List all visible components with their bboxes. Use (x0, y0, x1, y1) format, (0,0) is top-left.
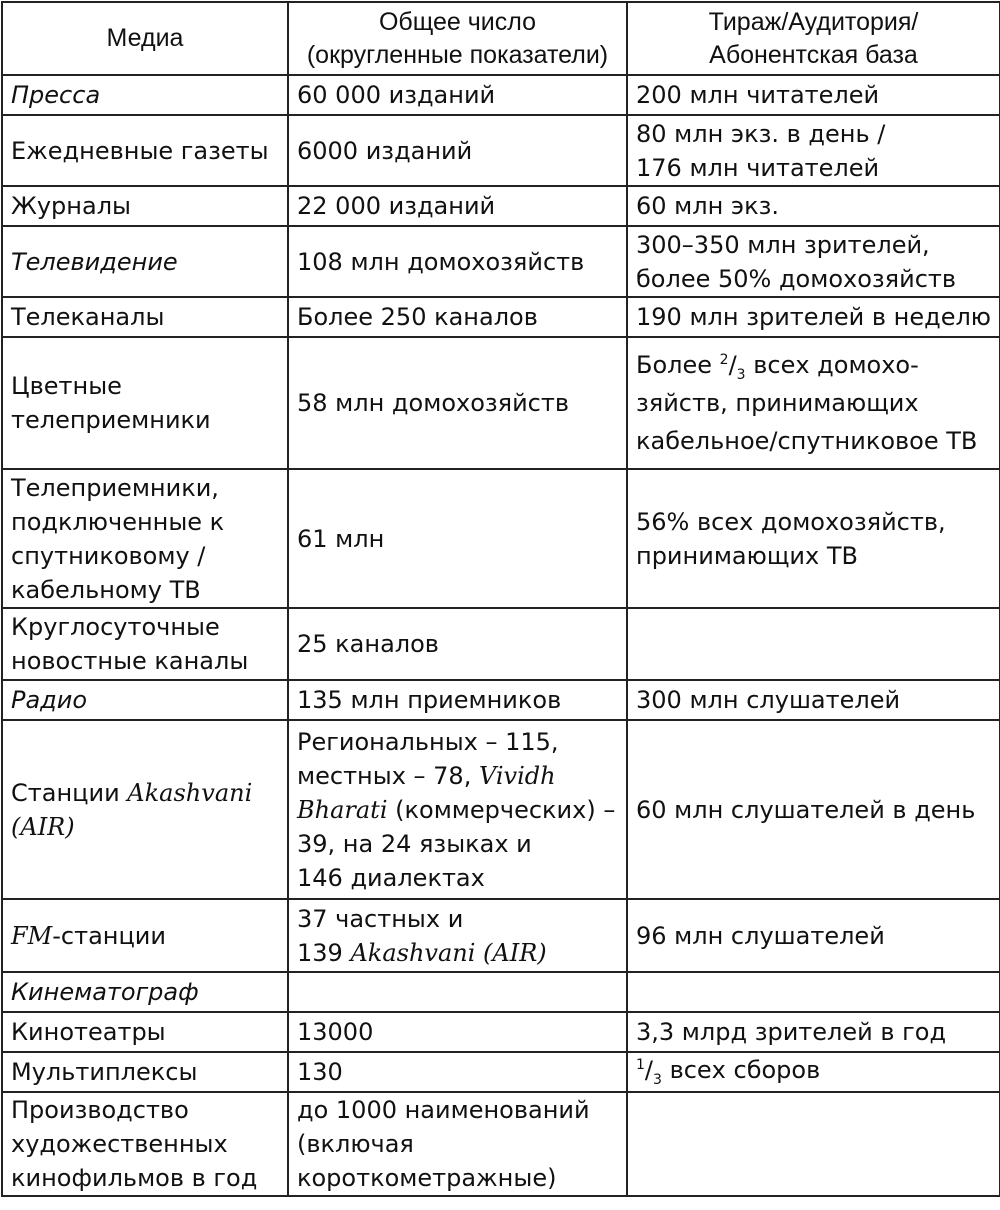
media-italic: FM (11, 921, 53, 950)
total-italic: Akashvani (AIR) (350, 938, 547, 967)
circulation-cell: 80 млн экз. в день / 176 млн читателей (627, 115, 1000, 186)
fraction-numerator: 2 (719, 352, 729, 368)
total-cell: до 1000 наименований (включая короткометражные) (288, 1092, 627, 1196)
media-cell: Круглосуточные новостные каналы (2, 608, 288, 680)
media-cell: Производство художественных кинофильмов в год (2, 1092, 288, 1196)
media-cell: Телеканалы (2, 297, 288, 337)
circulation-cell: 60 млн экз. (627, 186, 1000, 226)
table-row (2, 186, 1000, 226)
table-row (2, 1092, 1000, 1196)
total-cell: 22 000 изданий (288, 186, 627, 226)
table-row (2, 1052, 1000, 1092)
media-cell: Радио (2, 680, 288, 720)
circulation-cell: $^1/_3$ всех сборов (627, 1052, 1000, 1092)
media-cell: Ежедневные газеты (2, 115, 288, 186)
table-row (2, 297, 1000, 337)
circulation-cell: 96 млн слушателей (627, 899, 1000, 972)
total-part-1: Региональных – 115, местных – 78, (297, 727, 559, 790)
total-cell: 130 (288, 1052, 627, 1092)
circulation-cell: 190 млн зрителей в неделю (627, 297, 1000, 337)
total-part-2: (коммерческих) – 39, на 24 языках и 146 диалектах (297, 795, 616, 892)
media-cell: Мультиплексы (2, 1052, 288, 1092)
media-cell: Телевидение (2, 226, 288, 297)
media-prefix: Станции (11, 778, 128, 807)
total-cell: 25 каналов (288, 608, 627, 680)
total-cell (288, 899, 627, 972)
circulation-cell (627, 972, 1000, 1012)
media-cell (2, 899, 288, 972)
table-row (2, 115, 1000, 186)
total-cell: 58 млн домохозяйств (288, 337, 627, 469)
circulation-prefix: Более (636, 351, 720, 379)
total-italic: Vividh Bharati (297, 761, 556, 824)
circulation-cell (627, 1092, 1000, 1196)
circulation-cell: Более $^2/_3$ всех домохо- зяйств, принимающих кабельное/спутниковое ТВ (627, 337, 1000, 469)
circulation-cell: 200 млн читателей (627, 75, 1000, 115)
table-row (2, 899, 1000, 972)
header-total: Общее число (округленные показатели) (288, 2, 627, 75)
circulation-cell: 3,3 млрд зрителей в год (627, 1012, 1000, 1052)
media-suffix: -станции (52, 921, 166, 950)
circulation-rest: всех сборов (661, 1056, 821, 1084)
total-cell: 108 млн домохозяйств (288, 226, 627, 297)
table-row (2, 720, 1000, 899)
table-row (2, 680, 1000, 720)
fraction-denominator: 3 (653, 1071, 662, 1088)
total-part-1: 37 частных и 139 (297, 904, 464, 967)
circulation-rest: всех домохо- зяйств, принимающих кабельное/спутниковое ТВ (636, 351, 978, 455)
fraction-denominator: 3 (736, 366, 746, 383)
media-cell: Пресса (2, 75, 288, 115)
table-row (2, 469, 1000, 608)
media-cell: Журналы (2, 186, 288, 226)
table-row (2, 337, 1000, 469)
circulation-cell: 60 млн слушателей в день (627, 720, 1000, 899)
total-cell: 6000 изданий (288, 115, 627, 186)
total-cell: 60 000 изданий (288, 75, 627, 115)
circulation-cell: 300–350 млн зрителей, более 50% домохозяйств (627, 226, 1000, 297)
media-italic: Akashvani (AIR) (11, 778, 253, 841)
fraction-numerator: 1 (636, 1057, 645, 1073)
header-row (2, 2, 1000, 75)
table-row (2, 1012, 1000, 1052)
circulation-cell: 300 млн слушателей (627, 680, 1000, 720)
header-circulation: Тираж/Аудитория/ Абонентская база (627, 2, 1000, 75)
total-cell: 13000 (288, 1012, 627, 1052)
media-cell: Кинематограф (2, 972, 288, 1012)
table-row (2, 608, 1000, 680)
total-cell (288, 972, 627, 1012)
table-row (2, 972, 1000, 1012)
total-cell: 61 млн (288, 469, 627, 608)
table-row (2, 75, 1000, 115)
total-cell: 135 млн приемников (288, 680, 627, 720)
media-cell: Телеприемники, подключенные к спутниковому / кабельному ТВ (2, 469, 288, 608)
media-table (1, 1, 1000, 1197)
header-media: Медиа (2, 2, 288, 75)
media-cell (2, 720, 288, 899)
circulation-cell (627, 608, 1000, 680)
circulation-cell: 56% всех домохозяйств, принимающих ТВ (627, 469, 1000, 608)
total-cell (288, 720, 627, 899)
media-cell: Цветные телеприемники (2, 337, 288, 469)
table-row (2, 226, 1000, 297)
media-cell: Кинотеатры (2, 1012, 288, 1052)
total-cell: Более 250 каналов (288, 297, 627, 337)
